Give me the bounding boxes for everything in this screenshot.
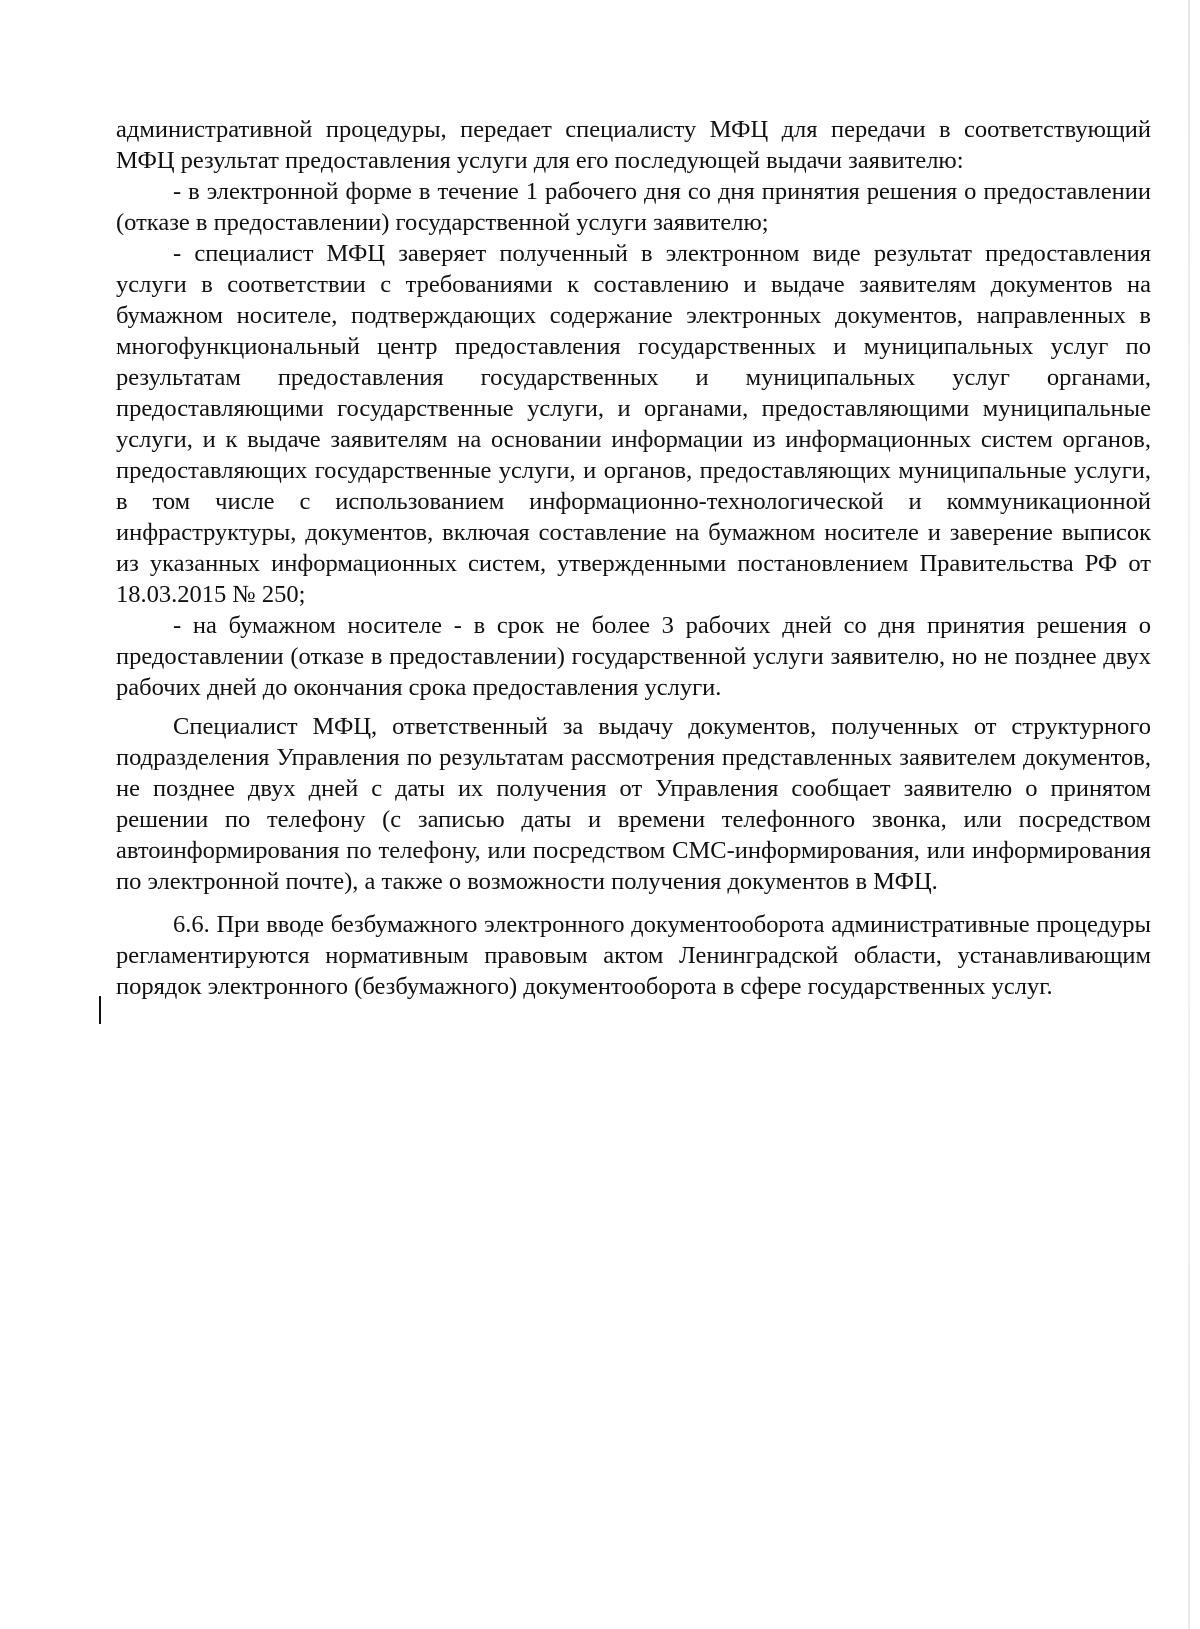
scan-edge bbox=[1188, 0, 1190, 1629]
margin-change-bar bbox=[99, 996, 101, 1024]
paragraph-paper-carrier: - на бумажном носителе - в срок не более 3 рабочих дней со дня принятия решения о предоставлении (отказе в предоставлении) государственной услуги заявителю, но не позднее двух рабочих дней до окончания срока предоставления услуги. bbox=[116, 612, 1151, 701]
paragraph-mfc-specialist-certifies: - специалист МФЦ заверяет полученный в электронном виде результат предоставления услуги в соответствии с требованиями к составлению и выдаче заявителям документов на бумажном носителе, подтверждающих содержание электронных документов, направленных в многофункциональный центр предоставления государственных и муниципальных услуг по результатам предоставления государственных и муниципальных услуг органами, предоставляющими государственные услуги, и органами, предоставляющими муниципальные услуги, и к выдаче заявителям на основании информации из информационных систем органов, предоставляющих государственные услуги, и органов, предоставляющих муниципальные услуги, в том числе с использованием информационно-технологической и коммуникационной инфраструктуры, документов, включая составление на бумажном носителе и заверение выписок из указанных информационных систем, утвержденными постановлением Правительства РФ от 18.03.2015 № 250; bbox=[116, 240, 1151, 608]
document-body bbox=[116, 114, 1151, 1002]
paragraph-mfc-specialist-notifies: Специалист МФЦ, ответственный за выдачу документов, полученных от структурного подразделения Управления по результатам рассмотрения представленных заявителем документов, не позднее двух дней с даты их получения от Управления сообщает заявителю о принятом решении по телефону (с записью даты и времени телефонного звонка, или посредством автоинформирования по телефону, или посредством СМС-информирования, или информирования по электронной почте), а также о возможности получения документов в МФЦ. bbox=[116, 713, 1151, 895]
paragraph-electronic-form: - в электронной форме в течение 1 рабочего дня со дня принятия решения о предоставлении (отказе в предоставлении) государственной услуги заявителю; bbox=[116, 178, 1151, 236]
paragraph-section-6-6: 6.6. При вводе безбумажного электронного документооборота административные процедуры регламентируются нормативным правовым актом Ленинградской области, устанавливающим порядок электронного (безбумажного) документооборота в сфере государственных услуг. bbox=[116, 911, 1151, 1000]
paragraph-continuation: административной процедуры, передает специалисту МФЦ для передачи в соответствующий МФЦ результат предоставления услуги для его последующей выдачи заявителю: bbox=[116, 116, 1151, 174]
